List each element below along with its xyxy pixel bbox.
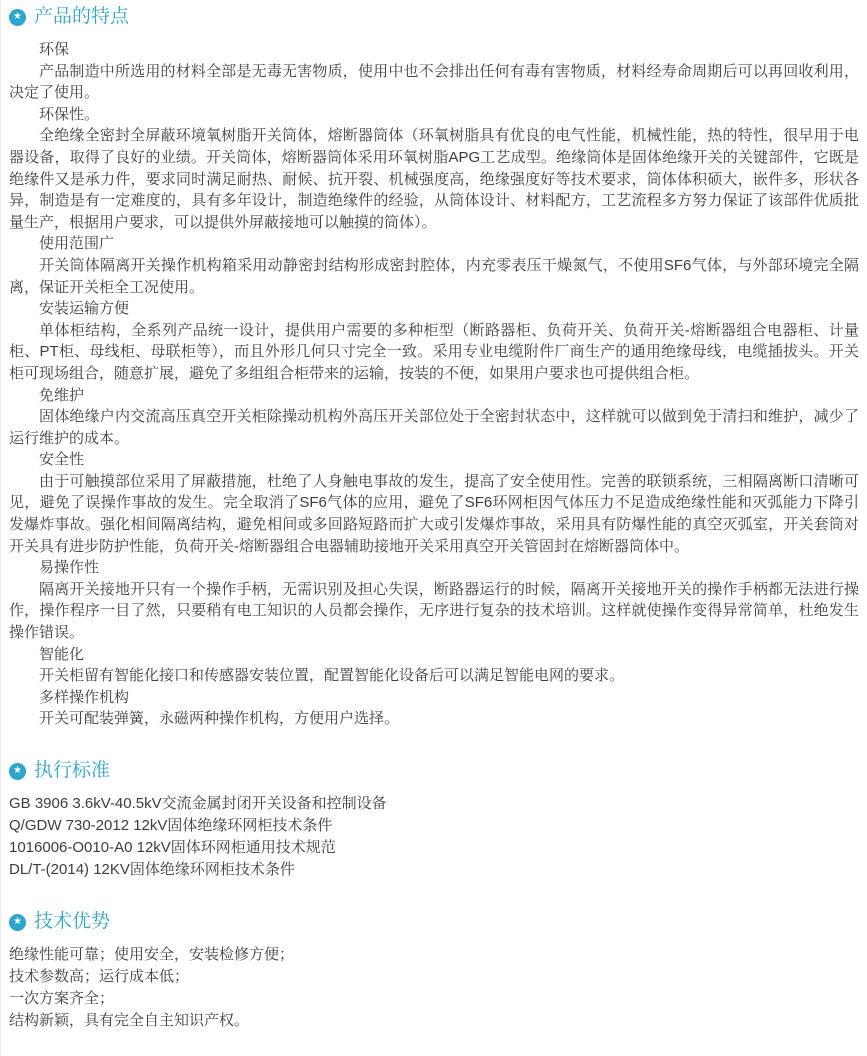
feature-paragraph: 使用范围广 [39, 235, 115, 253]
feature-paragraph: 全绝缘全密封全屏蔽环境氧树脂开关筒体，熔断器筒体（环氧树脂具有优良的电气性能，机械性能，热的特性，很早用于电器设备，取得了良好的业绩。开关筒体，熔断器筒体采用环氧树脂APG工艺成型。绝缘筒体是固体绝缘开关的关键部件，它既是绝缘件又是承力件，要求同时满足耐热、耐候、抗开裂、机械强度高，绝缘强度好等技术要求，筒体体积硕大，嵌件多，形状各异，制造是有一定难度的，具有多年设计，制造绝缘件的经验，从筒体设计、材料配方，工艺流程多方努力保证了该部件优质批量生产，根据用户要求，可以提供外屏蔽接地可以触摸的筒体）。 [9, 127, 859, 231]
feature-paragraph: 隔离开关接地开只有一个操作手柄，无需识别及担心失误，断路器运行的时候，隔离开关接地开关的操作手柄都无法进行操作，操作程序一目了然，只要稍有电工知识的人员都会操作，无序进行复杂的技术培训。这样就使操作变得异常简单，杜绝发生操作错误。 [9, 580, 859, 642]
standard-line: GB 3906 3.6kV-40.5kV交流金属封闭开关设备和控制设备 [9, 795, 387, 812]
standard-line: 1016006-O010-A0 12kV固体环网柜通用技术规范 [9, 839, 336, 856]
section-standards [9, 760, 859, 881]
standard-line: DL/T-(2014) 12KV固体绝缘环网柜技术条件 [9, 861, 295, 878]
feature-paragraph: 开关可配装弹簧，永磁两种操作机构，方便用户选择。 [39, 710, 400, 728]
section-technical-advantages [9, 911, 859, 1032]
feature-paragraph: 固体绝缘户内交流高压真空开关柜除操动机构外高压开关部位处于全密封状态中，这样就可以做到免于清扫和维护，减少了运行维护的成本。 [9, 408, 859, 447]
section-header-advantages [9, 911, 859, 933]
feature-paragraph: 单体柜结构，全系列产品统一设计，提供用户需要的多种柜型（断路器柜、负荷开关、负荷开关-熔断器组合电器柜、计量柜、PT柜、母线柜、母联柜等），而且外形几何只寸完全一致。采用专业电缆附件厂商生产的通用绝缘母线，电缆插拔头。开关柜可现场组合，随意扩展，避免了多组组合柜带来的运输，按装的不便，如果用户要求也可提供组合柜。 [9, 321, 859, 382]
feature-paragraph: 产品制造中所选用的材料全部是无毒无害物质，使用中也不会排出任何有毒有害物质，材料经寿命周期后可以再回收利用，决定了使用。 [9, 62, 859, 102]
feature-paragraph: 易操作性 [39, 559, 100, 577]
star-badge-icon: ★ [9, 9, 26, 26]
advantage-line: 技术参数高；运行成本低； [9, 968, 190, 985]
standard-line: Q/GDW 730-2012 12kV固体绝缘环网柜技术条件 [9, 817, 333, 834]
advantage-line: 一次方案齐全； [9, 990, 115, 1007]
section-title-standards: 执行标准 [34, 760, 111, 781]
feature-paragraph: 开关柜留有智能化接口和传感器安装位置，配置智能化设备后可以满足智能电网的要求。 [39, 667, 625, 685]
star-badge-icon: ★ [9, 763, 26, 780]
feature-paragraph: 由于可触摸部位采用了屏蔽措施，杜绝了人身触电事故的发生，提高了安全使用性。完善的联锁系统，三相隔离断口清晰可见，避免了误操作事故的发生。完全取消了SF6气体的应用，避免了SF6环网柜因气体压力不足造成绝缘性能和灭弧能力下降引发爆炸事故。强化相间隔离结构，避免相间或多回路短路而扩大或引发爆炸事故，采用具有防爆性能的真空灭弧室，开关套筒对开关具有进步防护性能，负荷开关-熔断器组合电器辅助接地开关采用真空开关管固封在熔断器筒体中。 [9, 472, 859, 555]
feature-paragraph: 多样操作机构 [39, 688, 130, 706]
feature-paragraph: 免维护 [39, 386, 85, 404]
feature-paragraph: 智能化 [39, 645, 85, 663]
section-title-advantages: 技术优势 [34, 911, 111, 932]
advantage-line: 绝缘性能可靠；使用安全，安装检修方便； [9, 946, 295, 963]
advantages-list [9, 944, 859, 1032]
feature-paragraph: 开关筒体隔离开关操作机构箱采用动静密封结构形成密封腔体，内充零表压干燥氮气，不使用SF6气体，与外部环境完全隔离，保证开关柜全工况使用。 [9, 256, 859, 296]
feature-paragraph: 安全性 [39, 451, 85, 469]
section-header-standards [9, 760, 859, 782]
section-header-features [9, 6, 859, 28]
star-badge-icon: ★ [9, 914, 26, 931]
section-product-features [9, 6, 859, 730]
feature-paragraph: 安装运输方便 [39, 300, 130, 318]
standards-list [9, 793, 859, 881]
section-title-features: 产品的特点 [34, 6, 130, 27]
feature-paragraph: 环保性。 [39, 105, 100, 123]
feature-paragraph: 环保 [39, 41, 70, 58]
features-paragraphs [9, 39, 859, 730]
advantage-line: 结构新颖，具有完全自主知识产权。 [9, 1012, 250, 1029]
